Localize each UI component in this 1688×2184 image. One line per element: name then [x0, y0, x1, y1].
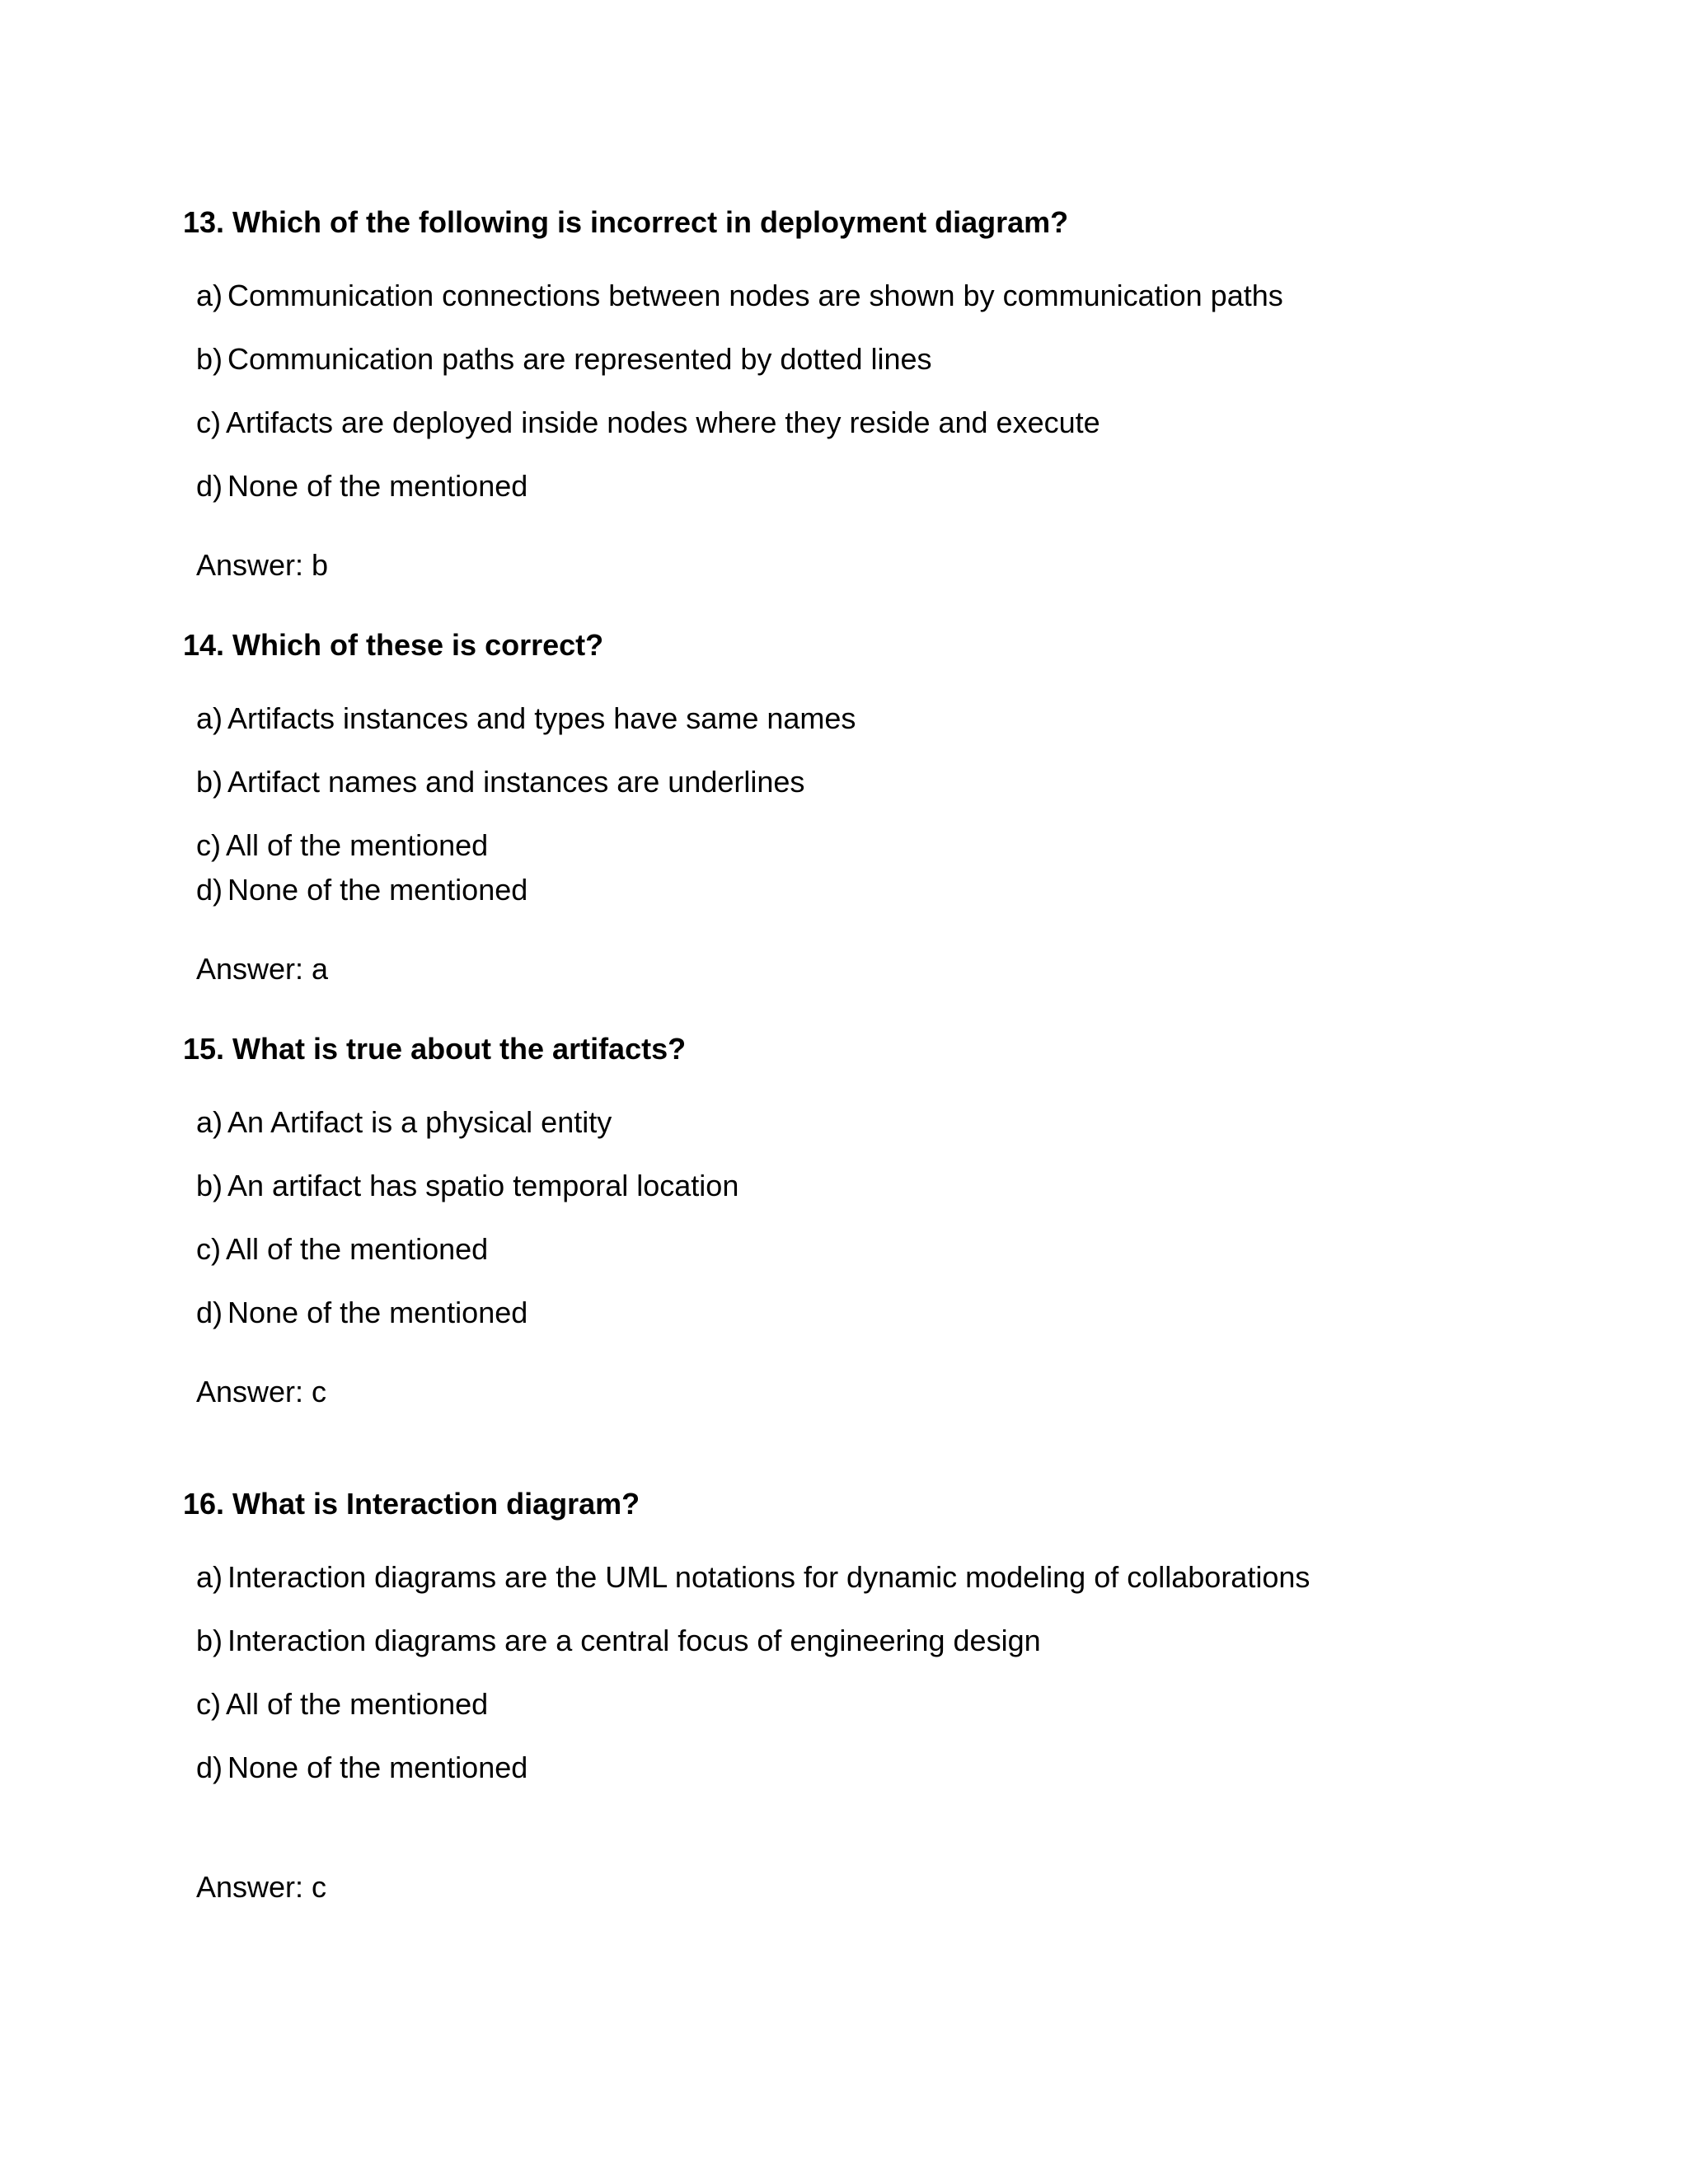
question-14-answer: Answer: a [196, 952, 329, 986]
option-text: Artifacts instances and types have same names [227, 701, 856, 735]
question-15-answer: Answer: c [196, 1375, 327, 1408]
question-16-option-c [196, 1686, 488, 1722]
question-16-answer: Answer: c [196, 1870, 327, 1904]
question-15-option-c [196, 1231, 488, 1268]
option-label: b) [196, 765, 223, 799]
question-14-title: 14. Which of these is correct? [183, 628, 604, 662]
option-label: d) [196, 469, 223, 503]
option-text: An artifact has spatio temporal location [227, 1169, 739, 1202]
question-14-option-b [196, 764, 804, 800]
option-text: Interaction diagrams are the UML notations for dynamic modeling of collaborations [227, 1560, 1311, 1594]
question-13-title: 13. Which of the following is incorrect in deployment diagram? [183, 205, 1069, 239]
question-13-option-c [196, 405, 1100, 441]
option-label: b) [196, 342, 223, 376]
option-label: b) [196, 1624, 223, 1657]
option-text: Artifacts are deployed inside nodes where they reside and execute [226, 405, 1100, 439]
option-label: d) [196, 1296, 223, 1329]
option-label: b) [196, 1169, 223, 1202]
option-text: All of the mentioned [226, 828, 489, 862]
option-text: None of the mentioned [227, 1750, 528, 1784]
option-label: c) [196, 1687, 221, 1721]
option-text: An Artifact is a physical entity [227, 1105, 612, 1139]
option-text: Interaction diagrams are a central focus of engineering design [227, 1624, 1041, 1657]
option-text: All of the mentioned [226, 1232, 489, 1266]
option-text: Communication paths are represented by dotted lines [227, 342, 932, 376]
question-14-option-a [196, 701, 856, 737]
question-15-option-b [196, 1168, 738, 1204]
question-16-option-b [196, 1623, 1041, 1659]
question-16-option-d [196, 1750, 528, 1786]
option-label: d) [196, 873, 223, 907]
question-14-option-d [196, 872, 528, 908]
question-15-option-a [196, 1104, 612, 1141]
option-label: a) [196, 701, 223, 735]
option-text: None of the mentioned [227, 1296, 528, 1329]
option-label: c) [196, 405, 221, 439]
option-label: d) [196, 1750, 223, 1784]
option-text: All of the mentioned [226, 1687, 489, 1721]
option-text: None of the mentioned [227, 469, 528, 503]
option-label: c) [196, 828, 221, 862]
question-15-option-d [196, 1295, 528, 1331]
question-13-option-a [196, 278, 1283, 314]
option-text: Communication connections between nodes are shown by communication paths [227, 279, 1283, 312]
option-label: a) [196, 1560, 223, 1594]
option-text: Artifact names and instances are underlines [227, 765, 805, 799]
option-label: c) [196, 1232, 221, 1266]
question-13-answer: Answer: b [196, 548, 329, 582]
option-text: None of the mentioned [227, 873, 528, 907]
question-14-option-c [196, 827, 488, 864]
question-16-option-a [196, 1559, 1310, 1596]
question-13-option-d [196, 468, 528, 504]
question-16-title: 16. What is Interaction diagram? [183, 1487, 640, 1521]
question-15-title: 15. What is true about the artifacts? [183, 1032, 687, 1066]
question-13-option-b [196, 341, 932, 377]
option-label: a) [196, 279, 223, 312]
option-label: a) [196, 1105, 223, 1139]
